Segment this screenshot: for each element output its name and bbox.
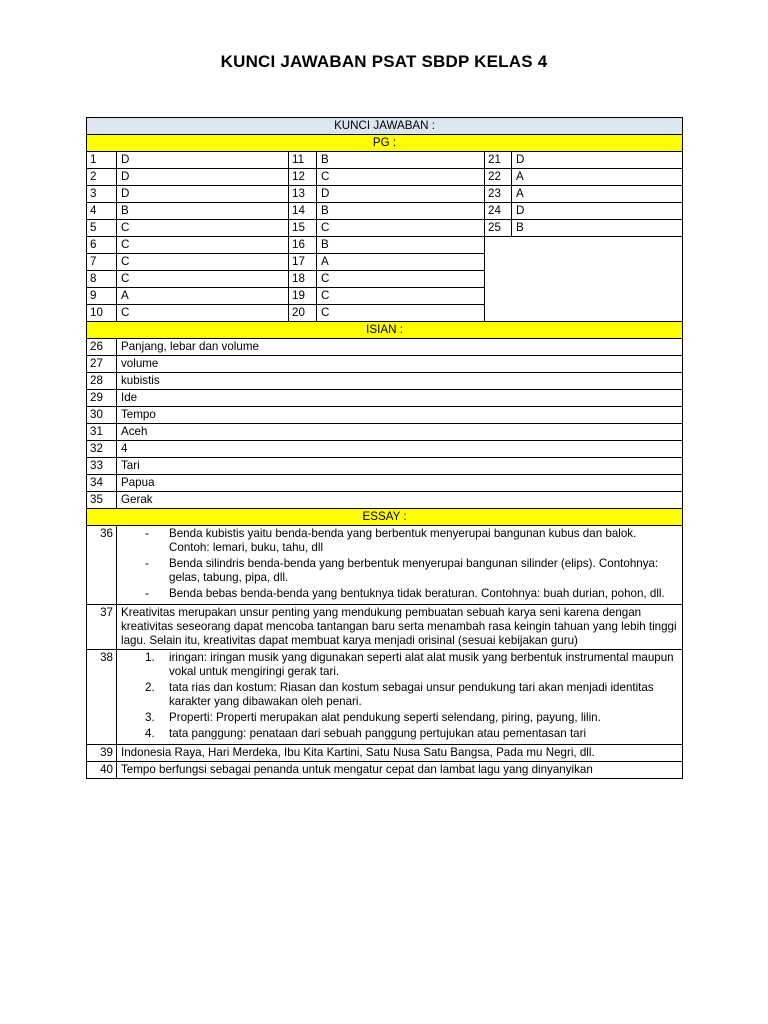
essay-36-list [121,527,678,601]
pg-answer: C [317,288,485,305]
isian-number: 29 [87,390,117,407]
isian-row [87,424,683,441]
pg-row [87,237,683,254]
essay-answer-40: Tempo berfungsi sebagai penanda untuk mengatur cepat dan lambat lagu yang dinyanyikan [117,762,683,779]
pg-number: 7 [87,254,117,271]
isian-answer: Panjang, lebar dan volume [117,339,683,356]
pg-number: 5 [87,220,117,237]
pg-number: 25 [485,220,512,237]
list-number: 2. [145,681,155,694]
isian-number: 34 [87,475,117,492]
essay-answer-37: Kreativitas merupakan unsur penting yang mendukung pembuatan sebuah karya seni karena dengan kreativitas seseorang dapat mencoba tantangan baru serta menambah rasa keingin tahuan yang lebih tinggi lagu. Selain itu, kreativitas dapat membuat karya menjadi orisinal (sesuai kebijakan guru) [117,605,683,650]
essay-number: 39 [87,745,117,762]
essay-38-list [121,651,678,741]
pg-number: 3 [87,186,117,203]
list-text: tata panggung: penataan dari sebuah panggung pertujukan atau pementasan tari [169,727,587,740]
pg-answer: B [512,220,683,237]
answer-key-header: KUNCI JAWABAN : [87,118,683,135]
essay-row-39 [87,745,683,762]
pg-number: 13 [289,186,317,203]
pg-answer: D [512,152,683,169]
pg-number: 8 [87,271,117,288]
isian-row [87,390,683,407]
pg-answer: D [117,152,289,169]
pg-number: 2 [87,169,117,186]
essay-row-38 [87,650,683,745]
pg-row [87,152,683,169]
pg-row [87,203,683,220]
list-item: - Benda kubistis yaitu benda-benda yang berbentuk menyerupai bangunan kubus dan balok. Contoh: lemari, buku, tahu, dll [169,527,678,555]
isian-row [87,356,683,373]
pg-answer: D [317,186,485,203]
essay-header-row [87,509,683,526]
isian-answer: Ide [117,390,683,407]
isian-number: 31 [87,424,117,441]
pg-number: 11 [289,152,317,169]
pg-number: 4 [87,203,117,220]
list-text: iringan: iringan musik yang digunakan seperti alat alat musik yang berbentuk instrumental maupun vokal untuk mengiringi gerak tari. [169,651,674,678]
pg-answer: C [117,254,289,271]
isian-number: 26 [87,339,117,356]
list-item: - Benda silindris benda-benda yang berbentuk menyerupai bangunan silinder (elips). Contohnya: gelas, tabung, pipa, dll. [169,557,678,585]
pg-answer: A [512,169,683,186]
essay-answer-39: Indonesia Raya, Hari Merdeka, Ibu Kita Kartini, Satu Nusa Satu Bangsa, Pada mu Negri, dll. [117,745,683,762]
isian-number: 32 [87,441,117,458]
isian-header: ISIAN : [87,322,683,339]
pg-number: 23 [485,186,512,203]
pg-number: 1 [87,152,117,169]
isian-answer: Tempo [117,407,683,424]
essay-number: 38 [87,650,117,745]
pg-answer: B [317,237,485,254]
pg-number: 15 [289,220,317,237]
pg-number: 17 [289,254,317,271]
pg-number: 9 [87,288,117,305]
pg-number: 10 [87,305,117,322]
pg-number: 20 [289,305,317,322]
pg-number: 16 [289,237,317,254]
isian-number: 30 [87,407,117,424]
pg-answer: B [317,203,485,220]
pg-number: 22 [485,169,512,186]
pg-answer: C [117,271,289,288]
essay-number: 40 [87,762,117,779]
isian-answer: Tari [117,458,683,475]
list-text: tata rias dan kostum: Riasan dan kostum sebagai unsur pendukung tari akan menjadi identitas karakter yang dibawakan oleh penari. [169,681,654,708]
essay-answer-36 [117,526,683,605]
list-item [145,727,678,741]
essay-header: ESSAY : [87,509,683,526]
isian-answer: Papua [117,475,683,492]
pg-answer: C [117,305,289,322]
pg-number: 14 [289,203,317,220]
pg-answer: A [512,186,683,203]
essay-number: 37 [87,605,117,650]
pg-number: 6 [87,237,117,254]
list-number: 3. [145,711,155,724]
isian-answer: Aceh [117,424,683,441]
list-item [145,681,678,709]
isian-answer: Gerak [117,492,683,509]
pg-number: 24 [485,203,512,220]
isian-answer: kubistis [117,373,683,390]
pg-number: 19 [289,288,317,305]
isian-number: 27 [87,356,117,373]
pg-answer: A [117,288,289,305]
pg-answer: B [117,203,289,220]
pg-empty-cell [485,237,683,322]
pg-answer: C [317,271,485,288]
list-item: - Benda bebas benda-benda yang bentuknya tidak beraturan. Contohnya: buah durian, pohon, dll. [169,587,678,601]
essay-number: 36 [87,526,117,605]
isian-row [87,339,683,356]
isian-answer: volume [117,356,683,373]
pg-answer: C [317,305,485,322]
isian-number: 28 [87,373,117,390]
list-item [145,711,678,725]
isian-row [87,373,683,390]
pg-header: PG : [87,135,683,152]
isian-row [87,441,683,458]
list-number: 4. [145,727,155,740]
list-text: Properti: Properti merupakan alat pendukung seperti selendang, piring, payung, lilin. [169,711,601,724]
pg-header-row [87,135,683,152]
essay-row-37 [87,605,683,650]
isian-row [87,458,683,475]
pg-answer: A [317,254,485,271]
pg-answer: B [317,152,485,169]
pg-answer: C [317,220,485,237]
isian-number: 33 [87,458,117,475]
pg-answer: C [117,220,289,237]
list-item [145,651,678,679]
isian-header-row [87,322,683,339]
essay-answer-38 [117,650,683,745]
pg-row [87,186,683,203]
pg-answer: C [117,237,289,254]
isian-row [87,475,683,492]
essay-row-36 [87,526,683,605]
list-number: 1. [145,651,155,664]
essay-row-40 [87,762,683,779]
pg-row [87,169,683,186]
pg-answer: C [317,169,485,186]
pg-number: 12 [289,169,317,186]
pg-number: 21 [485,152,512,169]
isian-number: 35 [87,492,117,509]
isian-answer: 4 [117,441,683,458]
pg-answer: D [117,169,289,186]
pg-number: 18 [289,271,317,288]
header-row [87,118,683,135]
pg-answer: D [117,186,289,203]
isian-row [87,492,683,509]
pg-answer: D [512,203,683,220]
document-title: KUNCI JAWABAN PSAT SBDP KELAS 4 [220,52,548,71]
isian-row [87,407,683,424]
answer-key-table [86,117,683,779]
pg-row [87,220,683,237]
